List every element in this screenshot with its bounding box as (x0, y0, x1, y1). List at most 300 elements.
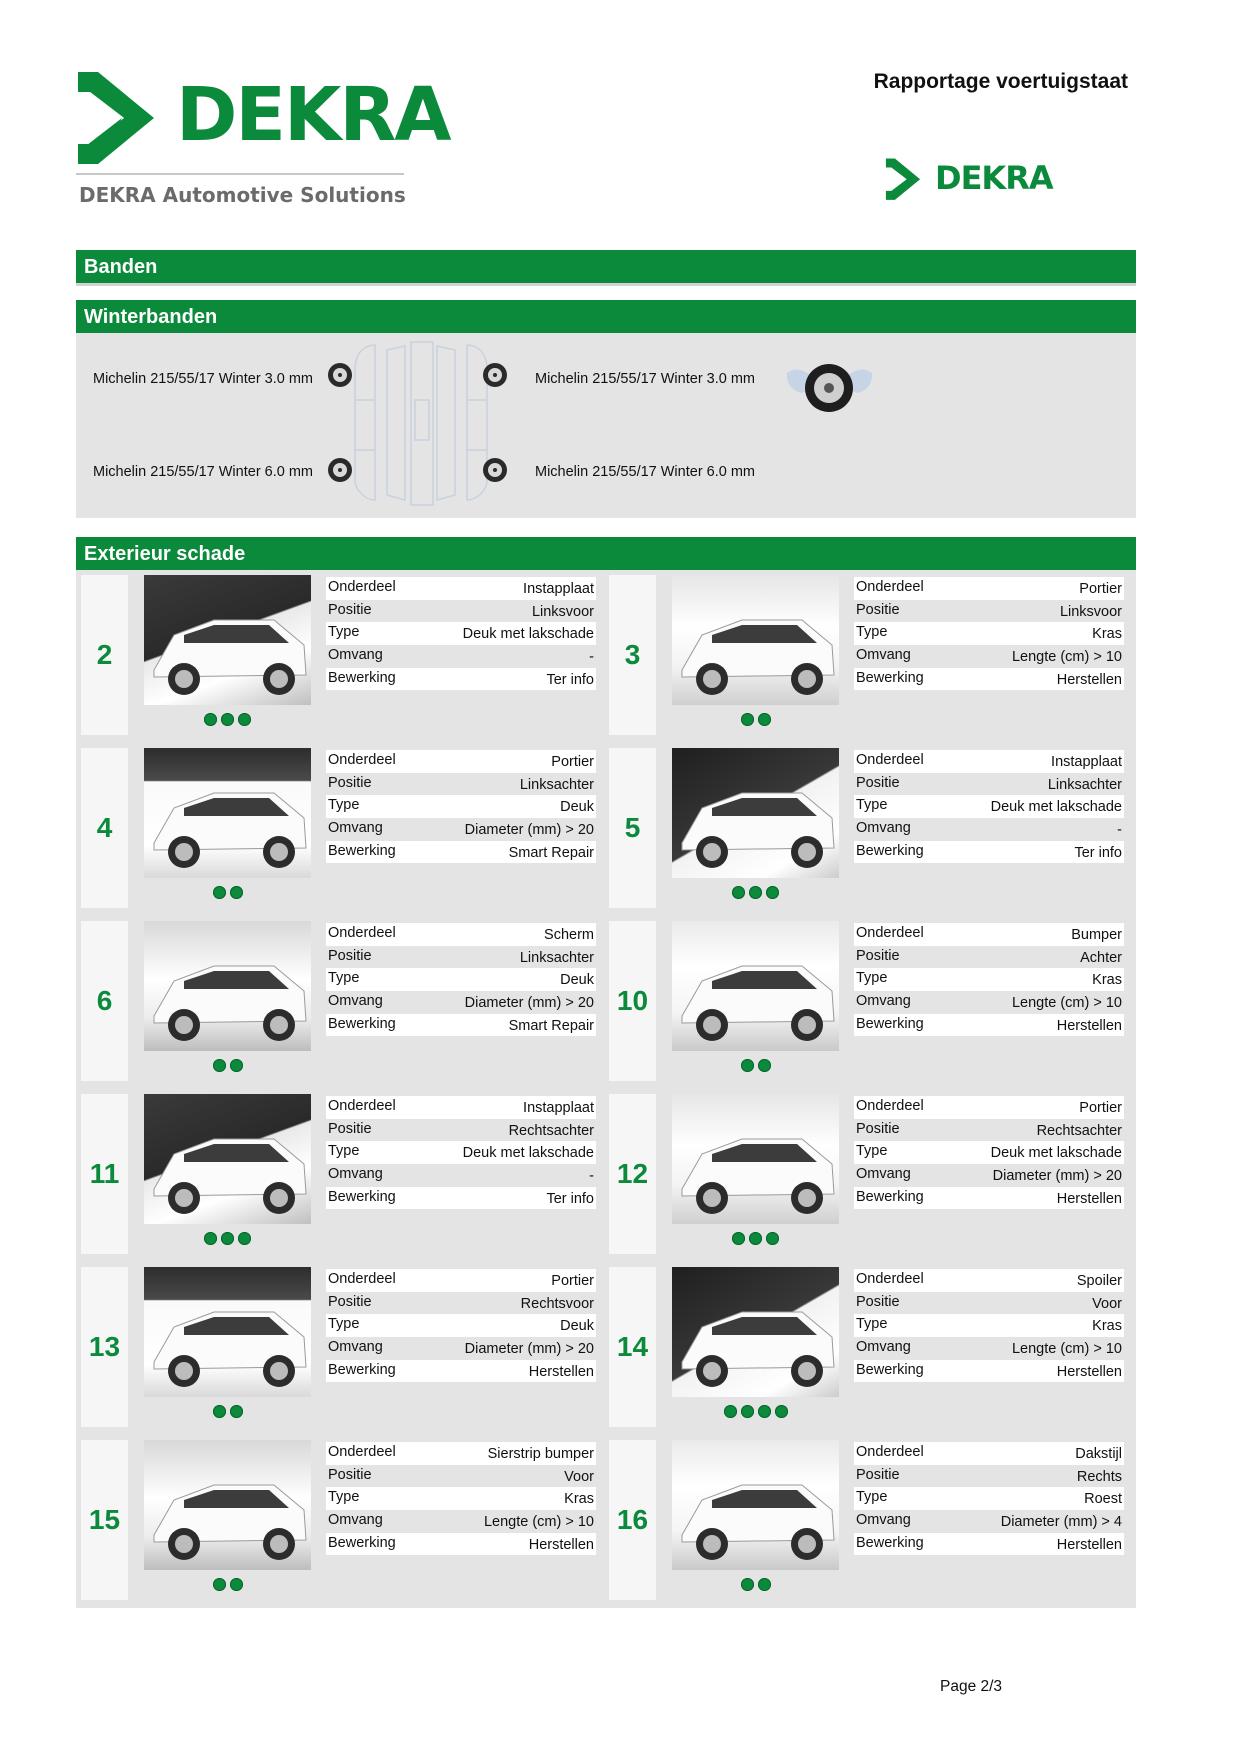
detail-row (854, 1269, 1124, 1292)
detail-label: Onderdeel (856, 925, 924, 941)
detail-label: Omvang (856, 1166, 911, 1183)
section-banden-header: Banden (76, 250, 1136, 283)
detail-row (326, 1337, 596, 1360)
detail-label: Type (328, 1316, 360, 1333)
detail-value: Herstellen (528, 1536, 594, 1553)
photo-dot[interactable] (758, 1578, 771, 1591)
detail-label: Onderdeel (856, 1444, 924, 1460)
detail-label: Omvang (328, 1339, 383, 1356)
detail-row (326, 991, 596, 1014)
damage-details (326, 1442, 596, 1555)
detail-value: Linksvoor (531, 603, 594, 620)
photo-dot[interactable] (758, 1405, 771, 1418)
detail-value: Bumper (1071, 927, 1122, 943)
damage-card (604, 748, 1134, 909)
photo-dot[interactable] (749, 1232, 762, 1245)
detail-row (326, 1119, 596, 1142)
damage-number: 15 (81, 1440, 128, 1600)
detail-value: Dakstijl (1075, 1446, 1122, 1462)
photo-pagination (672, 713, 839, 727)
detail-row (326, 841, 596, 864)
damage-card (76, 1440, 606, 1601)
detail-value: Instapplaat (1051, 754, 1122, 770)
detail-row (326, 1096, 596, 1119)
detail-value: Kras (564, 1491, 594, 1508)
detail-value: Lengte (cm) > 10 (483, 1514, 594, 1531)
detail-row (854, 1360, 1124, 1383)
detail-row (854, 1337, 1124, 1360)
damage-card (604, 921, 1134, 1082)
detail-row (854, 600, 1124, 623)
car-photo-placeholder-icon (672, 1267, 839, 1397)
detail-row (854, 1096, 1124, 1119)
detail-row (854, 1510, 1124, 1533)
detail-value: Lengte (cm) > 10 (1011, 995, 1122, 1012)
detail-label: Type (856, 624, 888, 641)
car-photo-placeholder-icon (144, 575, 311, 705)
detail-label: Omvang (328, 820, 383, 837)
detail-row (326, 1141, 596, 1164)
document-title: Rapportage voertuigstaat (873, 70, 1128, 93)
detail-label: Positie (856, 601, 900, 618)
detail-row (326, 1014, 596, 1037)
damage-photo[interactable] (672, 575, 839, 705)
detail-row (326, 1269, 596, 1292)
detail-value: Roest (1084, 1491, 1122, 1508)
damage-details (854, 1096, 1124, 1209)
damage-number: 10 (609, 921, 656, 1081)
damage-photo[interactable] (144, 575, 311, 705)
detail-label: Type (856, 1143, 888, 1160)
detail-row (854, 1314, 1124, 1337)
detail-label: Bewerking (328, 1188, 396, 1205)
car-photo-placeholder-icon (672, 1440, 839, 1570)
detail-row (326, 668, 596, 691)
damage-card (604, 1267, 1134, 1428)
photo-dot[interactable] (230, 1405, 243, 1418)
damage-photo[interactable] (672, 748, 839, 878)
detail-row (326, 1510, 596, 1533)
detail-row (854, 622, 1124, 645)
detail-label: Bewerking (856, 1361, 924, 1378)
tire-front-right-text: Michelin 215/55/17 Winter 3.0 mm (535, 371, 756, 387)
detail-row (854, 923, 1124, 946)
detail-value: Sierstrip bumper (487, 1446, 594, 1462)
damage-details (854, 750, 1124, 863)
detail-label: Positie (856, 1293, 900, 1310)
dekra-logo (76, 70, 450, 210)
damage-card (604, 575, 1134, 736)
detail-label: Positie (856, 1466, 900, 1483)
damage-number: 2 (81, 575, 128, 735)
detail-row (326, 773, 596, 796)
photo-dot[interactable] (213, 1405, 226, 1418)
detail-value: Kras (1092, 972, 1122, 989)
detail-row (854, 795, 1124, 818)
photo-dot[interactable] (238, 713, 251, 726)
detail-value: Diameter (mm) > 20 (992, 1168, 1122, 1185)
detail-row (854, 841, 1124, 864)
detail-row (854, 577, 1124, 600)
detail-value: Deuk (560, 799, 594, 816)
detail-value: Diameter (mm) > 4 (1000, 1514, 1122, 1531)
detail-label: Type (328, 797, 360, 814)
photo-dot[interactable] (724, 1405, 737, 1418)
detail-value: Rechtsvoor (520, 1295, 594, 1312)
damage-number: 3 (609, 575, 656, 735)
detail-value: Smart Repair (508, 844, 594, 861)
detail-value: Deuk met lakschade (462, 626, 594, 643)
detail-value: Deuk met lakschade (990, 799, 1122, 816)
detail-label: Positie (856, 1120, 900, 1137)
detail-label: Type (328, 1489, 360, 1506)
detail-label: Bewerking (856, 1015, 924, 1032)
photo-pagination (144, 1578, 311, 1592)
detail-label: Onderdeel (328, 1444, 396, 1460)
damage-details (854, 1442, 1124, 1555)
detail-value: Herstellen (528, 1363, 594, 1380)
detail-value: Rechtsachter (1036, 1122, 1122, 1139)
damage-card (76, 575, 606, 736)
detail-value: Diameter (mm) > 20 (464, 1341, 594, 1358)
detail-value: Linksachter (519, 949, 594, 966)
photo-dot[interactable] (758, 713, 771, 726)
detail-label: Type (856, 970, 888, 987)
detail-label: Omvang (856, 1339, 911, 1356)
detail-value: Portier (1079, 1100, 1122, 1116)
detail-label: Omvang (856, 647, 911, 664)
detail-row (854, 1164, 1124, 1187)
car-photo-placeholder-icon (144, 1440, 311, 1570)
detail-row (326, 622, 596, 645)
detail-label: Onderdeel (856, 1098, 924, 1114)
detail-label: Onderdeel (856, 752, 924, 768)
detail-value: Herstellen (1056, 671, 1122, 688)
detail-value: Herstellen (1056, 1190, 1122, 1207)
damage-card (604, 1094, 1134, 1255)
damage-details (854, 1269, 1124, 1382)
detail-row (326, 923, 596, 946)
detail-row (854, 1292, 1124, 1315)
detail-label: Bewerking (328, 669, 396, 686)
detail-value: Linksachter (519, 776, 594, 793)
photo-pagination (672, 1059, 839, 1073)
damage-number: 5 (609, 748, 656, 908)
car-photo-placeholder-icon (144, 1094, 311, 1224)
photo-dot[interactable] (749, 886, 762, 899)
photo-dot[interactable] (732, 1232, 745, 1245)
photo-dot[interactable] (230, 886, 243, 899)
detail-value: - (589, 649, 594, 666)
tire-rear-left-text: Michelin 215/55/17 Winter 6.0 mm (93, 464, 314, 480)
detail-row (326, 1465, 596, 1488)
detail-value: Kras (1092, 1318, 1122, 1335)
damage-number: 12 (609, 1094, 656, 1254)
detail-row (326, 968, 596, 991)
detail-value: - (589, 1168, 594, 1185)
detail-label: Onderdeel (328, 579, 396, 595)
photo-pagination (144, 1405, 311, 1419)
detail-row (854, 968, 1124, 991)
detail-value: Portier (551, 1273, 594, 1289)
damage-photo[interactable] (672, 1267, 839, 1397)
detail-label: Type (856, 797, 888, 814)
photo-dot[interactable] (741, 1578, 754, 1591)
detail-row (326, 1487, 596, 1510)
tires-panel (76, 333, 1136, 518)
photo-dot[interactable] (213, 1578, 226, 1591)
detail-label: Omvang (856, 820, 911, 837)
dekra-small-chevron-icon (885, 157, 921, 201)
detail-row (854, 750, 1124, 773)
section-exterieur-header: Exterieur schade (76, 537, 1136, 570)
detail-value: Voor (1092, 1295, 1122, 1312)
detail-row (326, 1442, 596, 1465)
detail-label: Positie (856, 774, 900, 791)
detail-row (326, 1164, 596, 1187)
detail-label: Type (328, 1143, 360, 1160)
car-photo-placeholder-icon (144, 748, 311, 878)
detail-value: Lengte (cm) > 10 (1011, 649, 1122, 666)
photo-pagination (672, 1578, 839, 1592)
detail-row (326, 946, 596, 969)
detail-value: Linksvoor (1059, 603, 1122, 620)
tire-rear-right-text: Michelin 215/55/17 Winter 6.0 mm (535, 464, 756, 480)
photo-pagination (144, 886, 311, 900)
detail-value: Voor (564, 1468, 594, 1485)
detail-label: Type (328, 624, 360, 641)
detail-row (854, 645, 1124, 668)
photo-dot[interactable] (213, 1059, 226, 1072)
detail-row (854, 1487, 1124, 1510)
detail-value: - (1117, 822, 1122, 839)
photo-dot[interactable] (741, 1405, 754, 1418)
detail-label: Onderdeel (856, 1271, 924, 1287)
photo-pagination (672, 1405, 839, 1419)
detail-label: Onderdeel (328, 1098, 396, 1114)
section-winterbanden-header: Winterbanden (76, 300, 1136, 333)
detail-row (326, 1292, 596, 1315)
detail-label: Positie (328, 1120, 372, 1137)
detail-value: Ter info (546, 1190, 594, 1207)
dekra-chevron-icon (76, 70, 156, 165)
damage-details (326, 577, 596, 690)
photo-dot[interactable] (213, 886, 226, 899)
detail-label: Positie (856, 947, 900, 964)
damage-photo[interactable] (144, 748, 311, 878)
dekra-small-logo (885, 155, 1053, 205)
damage-photo[interactable] (672, 1094, 839, 1224)
detail-row (854, 668, 1124, 691)
detail-label: Omvang (328, 993, 383, 1010)
detail-label: Positie (328, 1293, 372, 1310)
detail-row (854, 946, 1124, 969)
detail-row (326, 577, 596, 600)
damage-photo[interactable] (672, 1440, 839, 1570)
damage-number: 11 (81, 1094, 128, 1254)
detail-row (326, 1314, 596, 1337)
photo-dot[interactable] (230, 1578, 243, 1591)
detail-value: Ter info (1074, 844, 1122, 861)
damage-number: 6 (81, 921, 128, 1081)
detail-label: Omvang (328, 647, 383, 664)
detail-value: Deuk met lakschade (990, 1145, 1122, 1162)
photo-dot[interactable] (775, 1405, 788, 1418)
damage-card (76, 921, 606, 1082)
detail-value: Herstellen (1056, 1363, 1122, 1380)
detail-value: Deuk (560, 1318, 594, 1335)
detail-label: Omvang (328, 1512, 383, 1529)
detail-value: Lengte (cm) > 10 (1011, 1341, 1122, 1358)
detail-label: Bewerking (856, 1188, 924, 1205)
logo-subtitle: DEKRA Automotive Solutions (79, 183, 406, 207)
damage-photo[interactable] (144, 1267, 311, 1397)
detail-label: Onderdeel (328, 1271, 396, 1287)
detail-row (854, 1442, 1124, 1465)
car-photo-placeholder-icon (144, 1267, 311, 1397)
detail-value: Scherm (544, 927, 594, 943)
detail-row (854, 1465, 1124, 1488)
photo-pagination (144, 713, 311, 727)
damage-details (326, 923, 596, 1036)
damage-photo[interactable] (672, 921, 839, 1051)
damage-card (76, 1267, 606, 1428)
detail-row (326, 1187, 596, 1210)
photo-dot[interactable] (766, 886, 779, 899)
detail-value: Achter (1080, 949, 1122, 966)
detail-label: Omvang (856, 1512, 911, 1529)
detail-value: Portier (1079, 581, 1122, 597)
car-photo-placeholder-icon (672, 921, 839, 1051)
detail-label: Type (856, 1316, 888, 1333)
damage-photo[interactable] (144, 1094, 311, 1224)
damage-card (76, 1094, 606, 1255)
detail-value: Instapplaat (523, 581, 594, 597)
photo-dot[interactable] (758, 1059, 771, 1072)
photo-dot[interactable] (741, 713, 754, 726)
detail-row (854, 773, 1124, 796)
detail-label: Bewerking (328, 842, 396, 859)
detail-row (854, 1187, 1124, 1210)
detail-row (854, 818, 1124, 841)
damage-details (854, 923, 1124, 1036)
detail-row (854, 1119, 1124, 1142)
detail-value: Deuk met lakschade (462, 1145, 594, 1162)
photo-dot[interactable] (741, 1059, 754, 1072)
detail-label: Positie (328, 1466, 372, 1483)
car-photo-placeholder-icon (144, 921, 311, 1051)
photo-pagination (672, 886, 839, 900)
damage-details (854, 577, 1124, 690)
detail-row (326, 750, 596, 773)
damage-details (326, 1096, 596, 1209)
detail-label: Bewerking (328, 1534, 396, 1551)
small-logo-wordmark: DEKRA (935, 159, 1053, 197)
car-photo-placeholder-icon (672, 748, 839, 878)
damage-details (326, 1269, 596, 1382)
detail-row (326, 1360, 596, 1383)
detail-row (854, 991, 1124, 1014)
detail-label: Type (856, 1489, 888, 1506)
photo-pagination (144, 1232, 311, 1246)
detail-value: Rechtsachter (508, 1122, 594, 1139)
damage-photo[interactable] (144, 1440, 311, 1570)
detail-value: Diameter (mm) > 20 (464, 822, 594, 839)
damage-number: 16 (609, 1440, 656, 1600)
detail-row (326, 645, 596, 668)
damage-card (76, 748, 606, 909)
detail-value: Instapplaat (523, 1100, 594, 1116)
detail-value: Linksachter (1047, 776, 1122, 793)
photo-dot[interactable] (221, 713, 234, 726)
detail-label: Omvang (328, 1166, 383, 1183)
detail-value: Herstellen (1056, 1017, 1122, 1034)
spare-wheel-icon (782, 353, 877, 423)
detail-value: Deuk (560, 972, 594, 989)
detail-label: Bewerking (328, 1015, 396, 1032)
logo-divider (76, 173, 404, 175)
detail-value: Ter info (546, 671, 594, 688)
photo-dot[interactable] (238, 1232, 251, 1245)
detail-row (326, 818, 596, 841)
car-photo-placeholder-icon (672, 1094, 839, 1224)
detail-label: Bewerking (856, 669, 924, 686)
detail-row (326, 795, 596, 818)
detail-row (326, 600, 596, 623)
detail-value: Spoiler (1076, 1273, 1122, 1289)
detail-value: Rechts (1076, 1468, 1122, 1485)
damage-photo[interactable] (144, 921, 311, 1051)
detail-value: Portier (551, 754, 594, 770)
detail-label: Type (328, 970, 360, 987)
damage-details (326, 750, 596, 863)
detail-label: Bewerking (856, 842, 924, 859)
detail-label: Bewerking (856, 1534, 924, 1551)
detail-label: Onderdeel (328, 925, 396, 941)
detail-value: Smart Repair (508, 1017, 594, 1034)
photo-dot[interactable] (766, 1232, 779, 1245)
damage-number: 4 (81, 748, 128, 908)
detail-label: Omvang (856, 993, 911, 1010)
detail-label: Onderdeel (856, 579, 924, 595)
detail-label: Positie (328, 774, 372, 791)
detail-value: Kras (1092, 626, 1122, 643)
photo-dot[interactable] (221, 1232, 234, 1245)
detail-row (326, 1533, 596, 1556)
photo-dot[interactable] (204, 1232, 217, 1245)
photo-dot[interactable] (230, 1059, 243, 1072)
car-photo-placeholder-icon (672, 575, 839, 705)
detail-label: Bewerking (328, 1361, 396, 1378)
detail-value: Diameter (mm) > 20 (464, 995, 594, 1012)
damage-number: 14 (609, 1267, 656, 1427)
photo-dot[interactable] (204, 713, 217, 726)
detail-label: Positie (328, 947, 372, 964)
damage-card (604, 1440, 1134, 1601)
damage-number: 13 (81, 1267, 128, 1427)
page-number: Page 2/3 (940, 1678, 1003, 1695)
tire-front-left-text: Michelin 215/55/17 Winter 3.0 mm (93, 371, 314, 387)
detail-label: Onderdeel (328, 752, 396, 768)
photo-pagination (144, 1059, 311, 1073)
photo-pagination (672, 1232, 839, 1246)
section-divider (76, 283, 1136, 286)
logo-wordmark: DEKRA (176, 72, 450, 158)
photo-dot[interactable] (732, 886, 745, 899)
detail-label: Positie (328, 601, 372, 618)
detail-row (854, 1014, 1124, 1037)
detail-row (854, 1141, 1124, 1164)
